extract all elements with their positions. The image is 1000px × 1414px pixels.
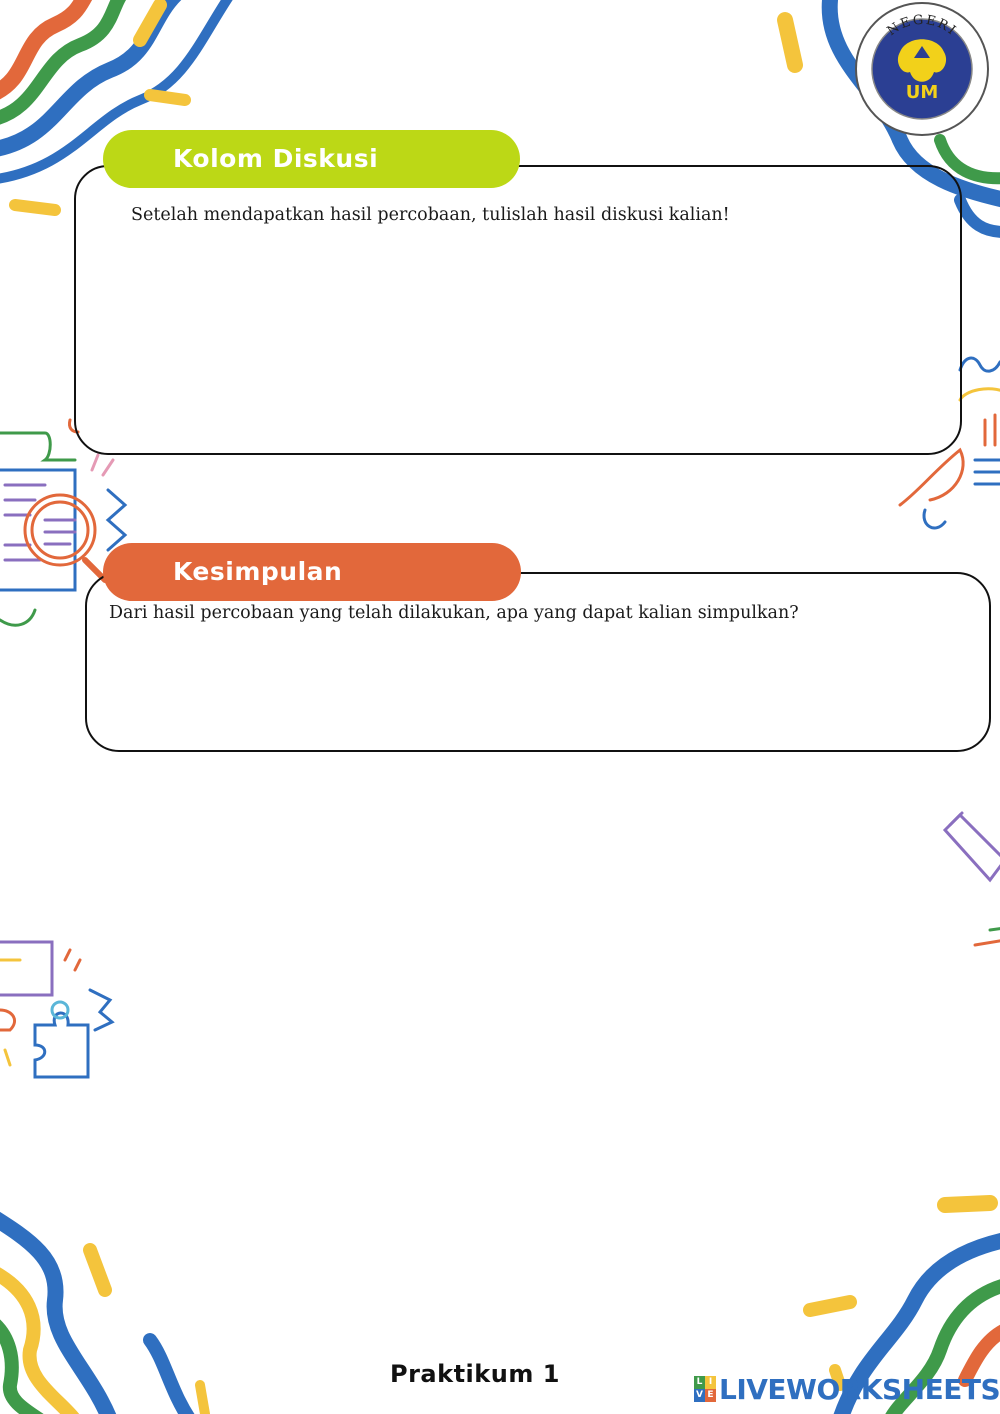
discussion-answer-input[interactable] xyxy=(100,240,940,439)
right-pencil xyxy=(945,813,1000,945)
discussion-title: Kolom Diskusi xyxy=(103,130,520,188)
footer-title: Praktikum 1 xyxy=(390,1360,560,1388)
conclusion-prompt: Dari hasil percobaan yang telah dilakukan, apa yang dapat kalian simpulkan? xyxy=(109,603,799,623)
left-puzzle xyxy=(0,942,112,1077)
discussion-prompt: Setelah mendapatkan hasil percobaan, tulislah hasil diskusi kalian! xyxy=(131,205,730,225)
liveworksheets-brand xyxy=(694,1372,1000,1406)
university-logo xyxy=(852,0,992,138)
logo-top-text: NEGERI xyxy=(884,12,960,40)
liveworksheets-text: LIVEWORKSHEETS xyxy=(719,1372,1000,1406)
bottom-left-waves xyxy=(0,1215,205,1414)
liveworksheets-icon: L I V E xyxy=(694,1376,716,1402)
logo-center-text: UM xyxy=(905,82,939,103)
conclusion-answer-input[interactable] xyxy=(108,640,972,739)
conclusion-title: Kesimpulan xyxy=(103,543,521,601)
